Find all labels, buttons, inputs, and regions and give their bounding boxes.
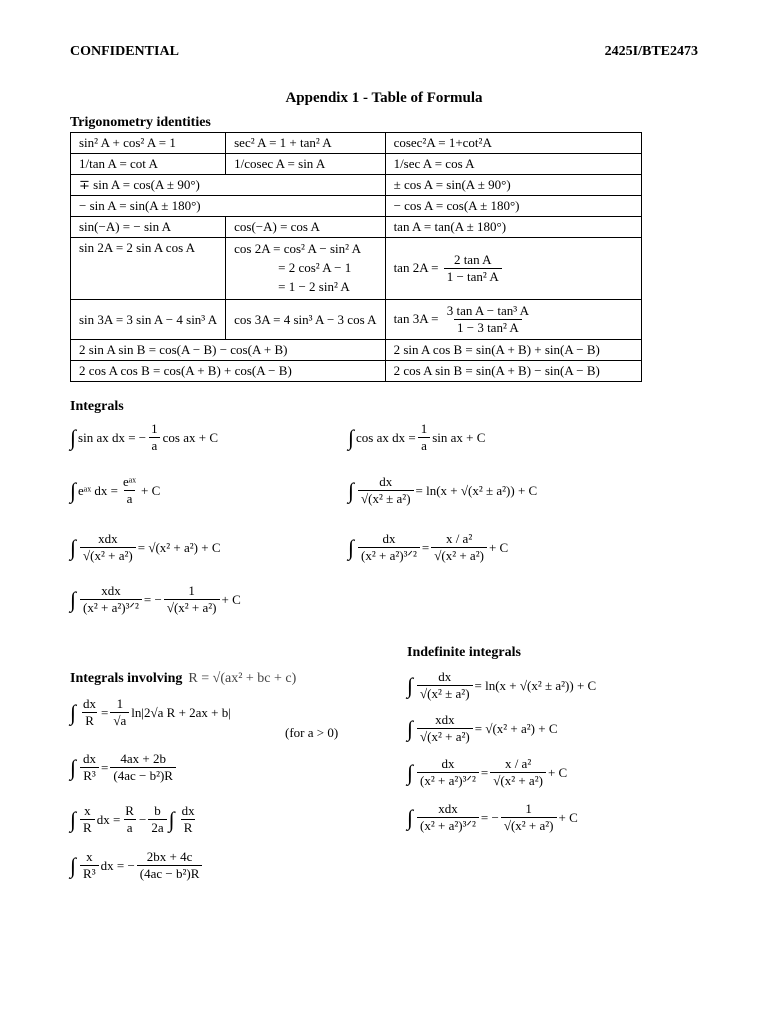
table-cell: tan A = tan(A ± 180°): [385, 217, 641, 238]
fraction: [122, 804, 137, 836]
formula-text: =: [480, 764, 489, 780]
indefinite-heading: Indefinite integrals: [407, 645, 521, 660]
integral-sign-icon: ∫: [70, 424, 77, 450]
condition-note: (for a > 0): [285, 725, 339, 740]
table-cell: 2 sin A cos B = sin(A + B) + sin(A − B): [385, 340, 641, 361]
fraction-numerator: dx: [83, 696, 97, 711]
fraction-denominator: a: [418, 437, 430, 454]
table-row: [71, 361, 642, 382]
fraction-numerator: x: [86, 849, 93, 864]
fraction-denominator: (x² + a²)³ᐟ²: [80, 599, 142, 616]
fraction-numerator: dx: [379, 474, 393, 489]
fraction-denominator: √(x² ± a²): [417, 685, 473, 702]
fraction-numerator: xdx: [98, 531, 118, 546]
table-cell: [385, 300, 641, 340]
table-cell: sin 3A = 3 sin A − 4 sin³ A: [71, 300, 226, 340]
integral-r-3: [70, 804, 200, 836]
fraction-numerator: xdx: [101, 583, 121, 598]
integral-sign-icon: ∫: [407, 672, 414, 698]
integral-sign-icon: ∫: [407, 759, 414, 785]
integral-sign-icon: ∫: [348, 534, 355, 560]
formula-text: cos ax dx =: [356, 429, 416, 445]
fraction: [120, 475, 139, 507]
fraction: [164, 584, 220, 616]
fraction-numerator: 3 tan A − tan³ A: [446, 302, 530, 318]
fraction: [148, 422, 161, 454]
formula-text: = √(x² + a²) + C: [474, 720, 558, 736]
cos2a-stack: [234, 240, 361, 297]
formula-text: sin ax + C: [432, 429, 486, 445]
indefinite-4: [407, 802, 578, 834]
cos2a-line-1: cos 2A = cos² A − sin² A: [234, 241, 361, 256]
trig-heading: Trigonometry identities: [70, 115, 211, 130]
formula-text: =: [421, 539, 430, 555]
table-cell-text: ∓ sin A = cos(A ± 90°): [79, 177, 200, 192]
fraction-denominator: √(x² + a²): [490, 772, 546, 789]
integral-sign-icon: ∫: [70, 586, 77, 612]
formula-text: sin ax dx = −: [78, 429, 147, 445]
formula-text: =: [101, 759, 109, 775]
integral-sign-icon: ∫: [70, 534, 77, 560]
table-row: [71, 133, 642, 154]
fraction: [80, 804, 95, 836]
formula-text: cos ax + C: [162, 429, 218, 445]
integral-sign-icon: ∫: [70, 699, 77, 725]
table-row: [71, 340, 642, 361]
fraction-numerator: R: [125, 803, 134, 818]
fraction-denominator: a: [149, 437, 161, 454]
fraction: [148, 804, 166, 836]
table-cell-text: 2 sin A sin B = cos(A − B) − cos(A + B): [79, 342, 288, 357]
fraction-numerator: dx: [441, 756, 455, 771]
fraction-numerator: xdx: [438, 801, 458, 816]
fraction: [358, 532, 420, 564]
table-cell: [71, 175, 386, 196]
formula-text: = ln(x + √(x² ± a²)) + C: [474, 677, 597, 693]
cos2a-line-2: = 2 cos² A − 1: [278, 259, 352, 275]
fraction-numerator: dx: [181, 803, 195, 818]
fraction-denominator: √(x² + a²): [431, 547, 487, 564]
formula-text: =: [101, 704, 109, 720]
formula-text: + C: [547, 764, 568, 780]
tan3a-fraction: [444, 304, 532, 336]
formula-text: + C: [558, 809, 578, 825]
involving-heading-text: Integrals involving: [70, 671, 183, 686]
fraction: [80, 532, 136, 564]
fraction-denominator: R³: [80, 767, 99, 784]
fraction-denominator: (x² + a²)³ᐟ²: [417, 772, 479, 789]
table-cell: 2 cos A sin B = sin(A + B) − sin(A − B): [385, 361, 641, 382]
fraction-numerator: 1: [116, 696, 124, 711]
fraction-denominator: (x² + a²)³ᐟ²: [417, 817, 479, 834]
fraction-denominator: a: [124, 490, 136, 507]
tan3a-label: tan 3A =: [393, 310, 439, 326]
table-row: [71, 154, 642, 175]
integral-exp: [70, 475, 160, 507]
cos2a-line-3: = 1 − 2 sin² A: [278, 278, 350, 294]
fraction: [417, 802, 479, 834]
indefinite-2: [407, 713, 558, 745]
table-cell: 1/sec A = cos A: [385, 154, 641, 175]
integral-sign-icon: ∫: [407, 804, 414, 830]
formula-text: = √(x² + a²) + C: [137, 539, 221, 555]
fraction: [80, 752, 99, 784]
table-row: [71, 175, 642, 196]
fraction-numerator: b: [154, 803, 161, 818]
table-row: [71, 300, 642, 340]
fraction-numerator: dx: [382, 531, 396, 546]
fraction-denominator: (x² + a²)³ᐟ²: [358, 547, 420, 564]
formula-text: + C: [221, 591, 241, 607]
page-title: Appendix 1 - Table of Formula: [285, 90, 483, 106]
integral-sign-icon: ∫: [70, 754, 77, 780]
fraction-numerator: x / a²: [504, 756, 532, 771]
fraction: [417, 670, 473, 702]
formula-text: −: [138, 811, 147, 827]
integral-ln: [348, 475, 537, 507]
table-cell: sin 2A = 2 sin A cos A: [71, 238, 226, 300]
formula-text: = −: [480, 809, 499, 825]
fraction: [417, 713, 473, 745]
table-cell: − cos A = cos(A ± 180°): [385, 196, 641, 217]
integral-sign-icon: ∫: [70, 806, 77, 832]
fraction: [80, 850, 99, 882]
fraction: [80, 584, 142, 616]
table-cell: sin(−A) = − sin A: [71, 217, 226, 238]
fraction-numerator: eᵃˣ: [122, 474, 137, 489]
fraction-denominator: √a: [110, 712, 129, 729]
integral-dx-power: [348, 532, 508, 564]
fraction-denominator: (4ac − b²)R: [137, 865, 203, 882]
table-cell: sec² A = 1 + tan² A: [226, 133, 385, 154]
table-cell: [71, 340, 386, 361]
fraction-numerator: x: [84, 803, 91, 818]
integral-xdx-sqrt: [70, 532, 221, 564]
fraction: [417, 757, 479, 789]
fraction-numerator: x / a²: [445, 531, 473, 546]
fraction-numerator: 2 tan A: [453, 251, 492, 267]
integral-sin: [70, 422, 218, 454]
fraction: [418, 422, 431, 454]
tan2a-fraction: [444, 253, 502, 285]
fraction: [110, 697, 129, 729]
involving-heading: [70, 671, 296, 687]
fraction: [179, 804, 198, 836]
fraction: [137, 850, 203, 882]
fraction-denominator: √(x² + a²): [80, 547, 136, 564]
table-row: [71, 217, 642, 238]
fraction-denominator: √(x² + a²): [164, 599, 220, 616]
table-cell: − sin A = sin(A ± 180°): [71, 196, 386, 217]
fraction-denominator: R³: [80, 865, 99, 882]
fraction-denominator: 1 − tan² A: [444, 268, 502, 285]
fraction-numerator: dx: [438, 669, 452, 684]
table-cell: ± cos A = sin(A ± 90°): [385, 175, 641, 196]
fraction: [358, 475, 414, 507]
header-right: 2425I/BTE2473: [604, 44, 698, 59]
integral-sign-icon: ∫: [168, 806, 175, 832]
table-cell: cosec²A = 1+cot²A: [385, 133, 641, 154]
table-cell: [385, 238, 641, 300]
formula-text: ln|2√a R + 2ax + b|: [131, 704, 231, 720]
formula-text: = ln(x + √(x² ± a²)) + C: [415, 482, 538, 498]
integral-cos: [348, 422, 485, 454]
header-left: CONFIDENTIAL: [70, 44, 179, 59]
integral-sign-icon: ∫: [70, 852, 77, 878]
fraction-denominator: 1 − 3 tan² A: [454, 319, 522, 336]
fraction: [110, 752, 176, 784]
fraction-numerator: 4ax + 2b: [120, 751, 166, 766]
fraction-denominator: √(x² ± a²): [358, 490, 414, 507]
fraction-denominator: (4ac − b²)R: [110, 767, 176, 784]
fraction-denominator: R: [181, 819, 196, 836]
integral-sign-icon: ∫: [407, 715, 414, 741]
integral-r-4: [70, 850, 204, 882]
fraction: [431, 532, 487, 564]
fraction-denominator: a: [124, 819, 136, 836]
formula-text: = −: [143, 591, 162, 607]
integral-xdx-power: [70, 584, 241, 616]
table-cell: sin² A + cos² A = 1: [71, 133, 226, 154]
indefinite-1: [407, 670, 596, 702]
formula-text: + C: [488, 539, 509, 555]
integral-sign-icon: ∫: [70, 477, 77, 503]
fraction-denominator: R: [82, 712, 97, 729]
formula-text: dx = −: [100, 857, 135, 873]
fraction-numerator: 1: [420, 421, 428, 436]
table-cell: 1/tan A = cot A: [71, 154, 226, 175]
formula-text: eᵃˣ dx =: [78, 482, 118, 498]
formula-text: + C: [141, 482, 161, 498]
fraction-denominator: R: [80, 819, 95, 836]
fraction: [490, 757, 546, 789]
integral-sign-icon: ∫: [348, 477, 355, 503]
table-cell: [226, 238, 385, 300]
indefinite-3: [407, 757, 567, 789]
trig-table: [70, 132, 642, 382]
involving-expression: R = √(ax² + bc + c): [188, 671, 297, 686]
table-cell: cos 3A = 4 sin³ A − 3 cos A: [226, 300, 385, 340]
tan2a-label: tan 2A =: [393, 259, 439, 275]
integral-r-1: [70, 697, 231, 729]
integral-r-2: [70, 752, 178, 784]
fraction-denominator: √(x² + a²): [417, 728, 473, 745]
fraction-denominator: 2a: [148, 819, 166, 836]
fraction-numerator: dx: [83, 751, 97, 766]
formula-text: dx =: [96, 811, 121, 827]
table-cell: cos(−A) = cos A: [226, 217, 385, 238]
fraction: [80, 697, 99, 729]
fraction-numerator: 1: [151, 421, 158, 436]
table-row: [71, 196, 642, 217]
fraction-numerator: xdx: [435, 712, 455, 727]
integral-sign-icon: ∫: [348, 424, 355, 450]
integrals-heading: Integrals: [70, 399, 124, 414]
fraction-numerator: 1: [525, 801, 532, 816]
fraction-numerator: 2bx + 4c: [146, 849, 193, 864]
table-cell: 1/cosec A = sin A: [226, 154, 385, 175]
fraction-numerator: 1: [188, 583, 195, 598]
table-row: [71, 238, 642, 300]
table-cell: 2 cos A cos B = cos(A + B) + cos(A − B): [71, 361, 386, 382]
fraction-denominator: √(x² + a²): [501, 817, 557, 834]
fraction: [501, 802, 557, 834]
